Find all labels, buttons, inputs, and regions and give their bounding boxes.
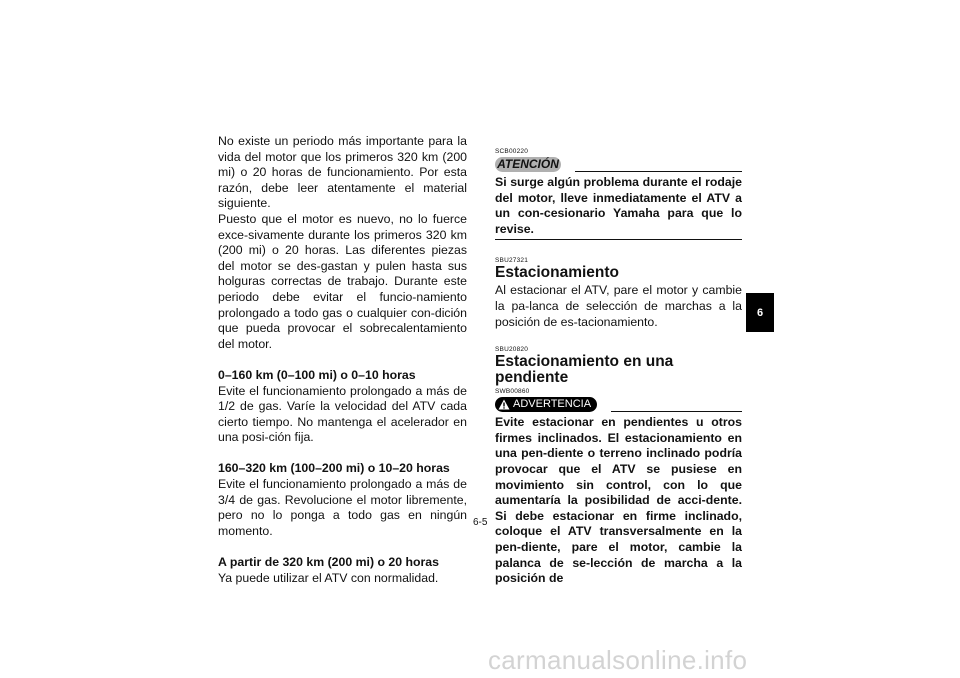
watermark: carmanualsonline.info: [488, 645, 748, 675]
right-column: [495, 134, 742, 587]
warning-triangle-icon: [498, 399, 510, 410]
parking-code: SBU27321: [495, 257, 529, 265]
warning-banner: [495, 396, 742, 413]
parking-text: Al estacionar el ATV, pare el motor y cambie la pa-lanca de selección de marchas a la posición de es-tacionamiento.: [495, 283, 742, 329]
stage3-title: A partir de 320 km (200 mi) o 20 horas: [218, 555, 439, 570]
stage2-title: 160–320 km (100–200 mi) o 10–20 horas: [218, 461, 450, 476]
left-column: [218, 134, 467, 586]
intro-paragraph: No existe un periodo más importante para la vida del motor que los primeros 320 km (200 mi) o 20 horas de funcionamiento. Por esta razón, debe leer atentamente el material siguiente.: [218, 134, 467, 211]
caution-banner: [495, 156, 742, 173]
caution-banner-line: [575, 171, 742, 172]
warning-badge-label: ADVERTENCIA: [513, 398, 592, 411]
break-in-paragraph: Puesto que el motor es nuevo, no lo fuerce exce-sivamente durante los primeros 320 km (200 mi) o 20 horas. Las diferentes piezas del motor se des-gastan y pulen hasta sus holguras correctas de trabajo. Durante este periodo debe evitar el funcio-namiento prolongado a todo gas o cualquier con-dición que pueda provocar el sobrecalentamiento del motor.: [218, 211, 467, 351]
stage1-title: 0–160 km (0–100 mi) o 0–10 horas: [218, 367, 416, 382]
slope-heading: Estacionamiento en una pendiente: [495, 353, 674, 387]
stage2-text: Evite el funcionamiento prolongado a más de 3/4 de gas. Revolucione el motor libremente, pero no lo ponga a todo gas en ningún momento.: [218, 477, 467, 538]
warning-banner-line: [611, 411, 742, 412]
slope-code: SBU20820: [495, 346, 529, 354]
warning-text: Evite estacionar en pendientes u otros firmes inclinados. El estacionamiento en una pen-diente o terreno inclinado podría provocar que el ATV se pusiese en movimiento sin control, con lo que aumentaría la posibilidad de acci-dente. Si debe estacionar en firme inclinado, coloque el ATV transversalmente en la pen-diente, pare el motor, cambie la palanca de se-lección de marcha a la posición de: [495, 415, 742, 586]
warning-code: SWB00860: [495, 388, 530, 396]
page-number: 6-5: [473, 517, 488, 528]
chapter-tab: 6: [746, 293, 774, 332]
caution-code: SCB00220: [495, 148, 529, 155]
caution-text: Si surge algún problema durante el rodaje del motor, lleve inmediatamente el ATV a un con-cesionario Yamaha para que lo revise.: [495, 175, 742, 236]
stage3-text: Ya puede utilizar el ATV con normalidad.: [218, 570, 439, 585]
parking-heading: Estacionamiento: [495, 264, 620, 282]
warning-badge: [495, 397, 597, 412]
stage1-text: Evite el funcionamiento prolongado a más de 1/2 de gas. Varíe la velocidad del ATV cada cierto tiempo. No mantenga el acelerador en una posi-ción fija.: [218, 383, 467, 445]
caution-badge: ATENCIÓN: [495, 157, 561, 172]
